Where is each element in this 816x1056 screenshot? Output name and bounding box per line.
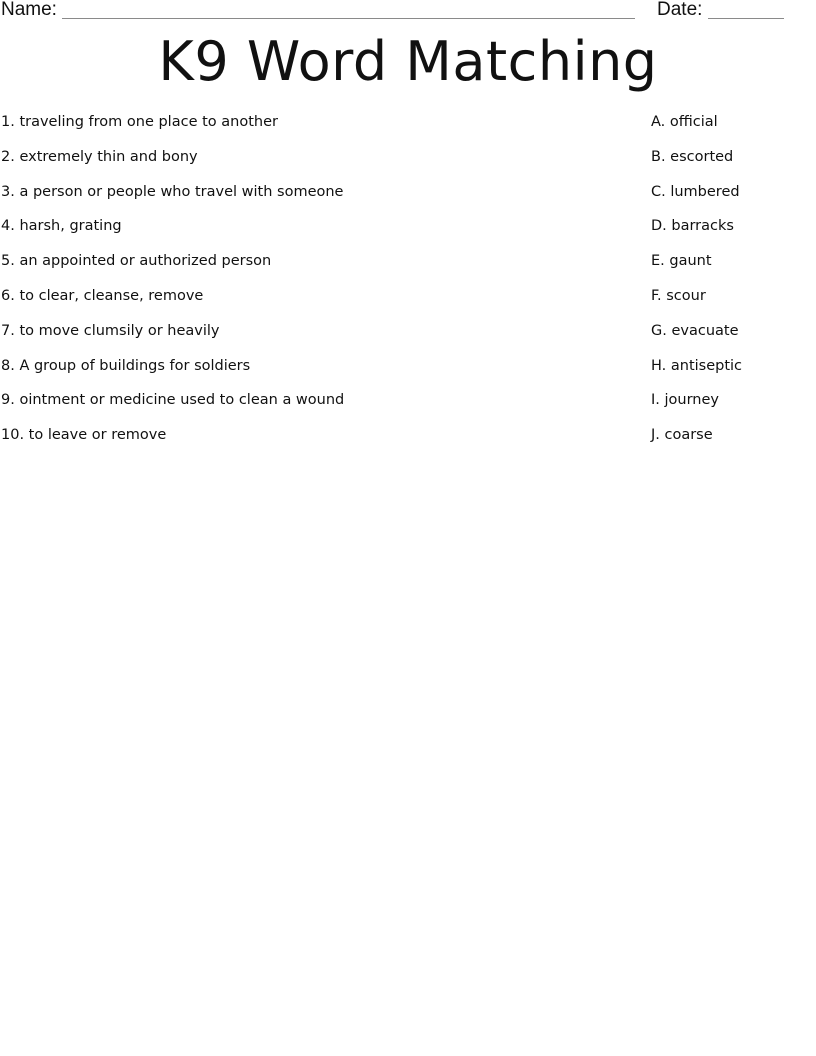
answer-item: C. lumbered (651, 183, 740, 200)
date-blank-line (708, 18, 784, 19)
clue-item: 2. extremely thin and bony (1, 148, 198, 165)
answer-list (651, 112, 811, 460)
clue-list (1, 112, 601, 460)
clue-item: 6. to clear, cleanse, remove (1, 287, 204, 304)
name-label: Name: (1, 0, 57, 20)
answer-item: A. official (651, 114, 718, 130)
clue-item: 9. ointment or medicine used to clean a wound (1, 392, 345, 409)
answer-item: F. scour (651, 287, 706, 304)
clue-item: 8. A group of buildings for soldiers (1, 357, 251, 374)
page-title: K9 Word Matching (158, 30, 658, 93)
answer-item: J. coarse (651, 427, 713, 444)
name-blank-line (62, 18, 635, 19)
date-label: Date: (657, 0, 703, 20)
answer-item: D. barracks (651, 218, 734, 235)
clue-item: 7. to move clumsily or heavily (1, 322, 220, 339)
clue-item: 3. a person or people who travel with someone (1, 183, 344, 200)
answer-item: B. escorted (651, 148, 734, 165)
answer-item: H. antiseptic (651, 357, 743, 374)
clue-item: 4. harsh, grating (1, 218, 122, 235)
clue-item: 5. an appointed or authorized person (1, 253, 272, 270)
clue-item: 10. to leave or remove (1, 427, 167, 444)
answer-item: I. journey (651, 392, 719, 409)
clue-item: 1. traveling from one place to another (1, 114, 278, 130)
answer-item: G. evacuate (651, 322, 739, 339)
answer-item: E. gaunt (651, 253, 712, 270)
worksheet-header (0, 0, 816, 26)
